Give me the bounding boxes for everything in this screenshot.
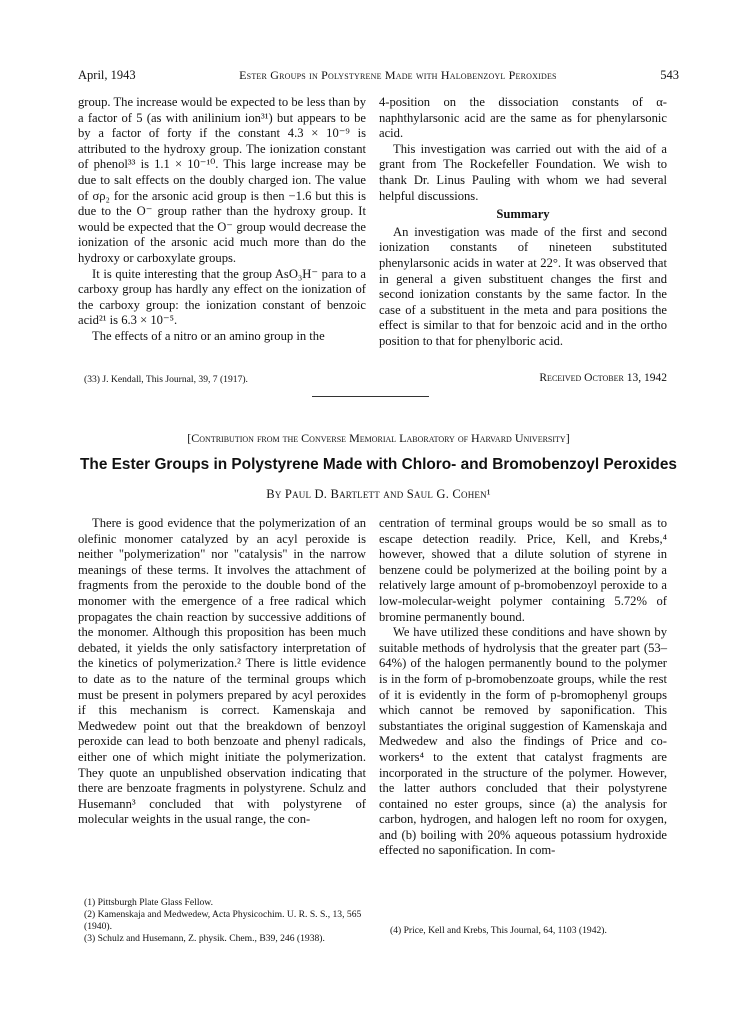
- article-left-column: [78, 516, 366, 828]
- footnotes-left: [84, 897, 366, 945]
- contribution-line: [Contribution from the Converse Memorial Laboratory of Harvard University]: [187, 431, 570, 445]
- footnote-33: (33) J. Kendall, This Journal, 39, 7 (1917).: [84, 374, 248, 385]
- footnote-1: (1) Pittsburgh Plate Glass Fellow.: [84, 897, 213, 908]
- footnote-3: (3) Schulz and Husemann, Z. physik. Chem., B39, 246 (1938).: [84, 933, 325, 944]
- previous-article-right-column: [379, 95, 667, 350]
- previous-article-left-column: [78, 95, 366, 345]
- header-running-title: Ester Groups in Polystyrene Made with Halobenzoyl Peroxides: [239, 68, 557, 82]
- footnote-2: (2) Kamenskaja and Medwedew, Acta Physicochim. U. R. S. S., 13, 565 (1940).: [84, 909, 362, 932]
- paragraph: It is quite interesting that the group AsO₃H⁻ para to a carboxy group has hardly any effect on the ionization of the carboxy group: the ionization constant of benzoic acid²¹ is 6.3 × 10⁻⁵.: [78, 266, 366, 328]
- header-page-number: 543: [660, 68, 679, 82]
- footnote-4: (4) Price, Kell and Krebs, This Journal, 64, 1103 (1942).: [390, 925, 607, 936]
- running-header: [78, 68, 679, 84]
- article-title: The Ester Groups in Polystyrene Made with Chloro- and Bromobenzoyl Peroxides: [80, 456, 677, 473]
- paragraph: The effects of a nitro or an amino group in the: [92, 328, 325, 343]
- paragraph: We have utilized these conditions and have shown by suitable methods of hydrolysis that the greater part (53–64%) of the halogen permanently bound to the polymer is in the form of p-bromobenzoate groups, while the rest of it is evidently in the form of p-bromophenyl groups which cannot be removed by saponification. This substantiates the original suggestion of Kamenskaja and Medwedew and also the findings of Price and co-workers⁴ to the extent that catalyst fragments are incorporated in the structure of the polymer. However, the latter authors concluded that their polystyrene contained no ester groups, since (a) the analysis for carbon, hydrogen, and halogen left no room for oxygen, and (b) boiling with 20% aqueous potassium hydroxide effected no saponification. In com-: [379, 625, 667, 858]
- paragraph: group. The increase would be expected to be less than by a factor of 5 (as with anilinium ion³¹) but appears to be by a factor of forty if the constant 4.3 × 10⁻⁹ is attributed to the hydroxy group. The ionization constant of phenol³³ is 1.1 × 10⁻¹⁰. This large increase may be due to salt effects on the doubly charged ion. The value of σρ₂ for the arsonic acid group is then −1.6 but this is due to the O⁻ group rather than the hydroxy group. It would be expected that the O⁻ group would decrease the ionization of the arsonic acid much more than do the hydroxy or carboxylate groups.: [78, 95, 366, 265]
- footnotes-right: [390, 925, 667, 937]
- received-date: Received October 13, 1942: [539, 372, 667, 384]
- summary-heading: Summary: [496, 207, 550, 222]
- paragraph: There is good evidence that the polymerization of an olefinic monomer catalyzed by an acyl peroxide is neither "polymerization" nor "catalysis" in the narrow meanings of these terms. It involves the attachment of fragments from the peroxide to the double bond of the monomer with the emergence of a free radical which propagates the chain reaction by successive additions of the monomer. Although this proposition has been much debated, it yields the only satisfactory interpretation of the kinetics of polymerization.² There is little evidence to date as to the nature of the terminal groups which must be present in polymers prepared by acyl peroxides if this mechanism is correct. Kamenskaja and Medwedew point out that the breakdown of benzoyl peroxide can lead to both benzoate and phenyl radicals, either one of which might initiate the polymerization. They quote an unpublished observation indicating that there are benzoate fragments in polystyrene. Schulz and Husemann³ concluded that with polystyrene of molecular weights in the usual range, the con-: [78, 516, 366, 827]
- header-date: April, 1943: [78, 68, 136, 82]
- byline: By Paul D. Bartlett and Saul G. Cohen¹: [266, 487, 491, 501]
- article-right-column: [379, 516, 667, 859]
- section-divider: [312, 396, 429, 397]
- paragraph: This investigation was carried out with the aid of a grant from The Rockefeller Foundation. We wish to thank Dr. Linus Pauling with whom we had several helpful discussions.: [379, 141, 667, 203]
- paragraph: 4-position on the dissociation constants of α-naphthylarsonic acid are the same as for phenylarsonic acid.: [379, 95, 667, 141]
- summary-text: An investigation was made of the first and second ionization constants of nineteen substituted phenylarsonic acids in water at 22°. It was observed that in general a given substituent changes the first and second ionization constants by the same factor. In the case of a substituent in the meta and para positions the effect is similar to that for benzoic acid and in the ortho position to that for phenylboric acid.: [379, 224, 667, 348]
- paragraph: centration of terminal groups would be so small as to escape detection readily. Price, Kell, and Krebs,⁴ however, showed that a dilute solution of styrene in benzene could be polymerized at the boiling point by a relatively large amount of p-bromobenzoyl peroxide to a low-molecular-weight polymer containing 5.72% of bromine permanently bound.: [379, 516, 667, 624]
